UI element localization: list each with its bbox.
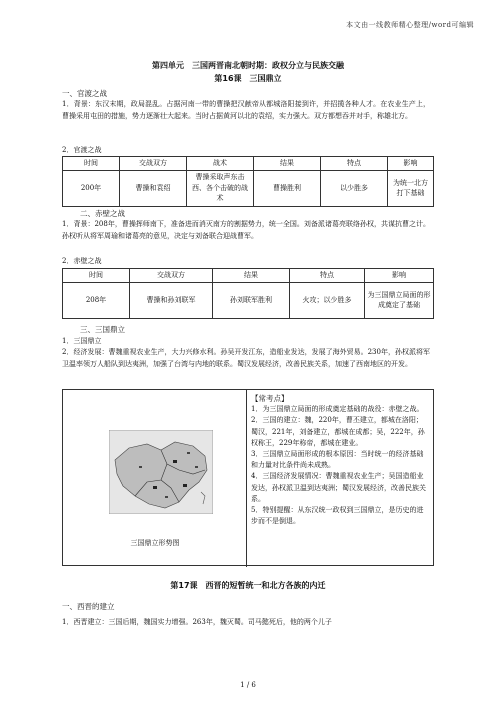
table-header-row	[63, 157, 434, 171]
map-caption: 三国鼎立形势图	[130, 539, 180, 547]
paragraph-three-kingdoms-1: 1．三国鼎立	[62, 337, 102, 345]
section-heading-three-kingdoms: 三、三国鼎立	[80, 325, 125, 334]
table-header-cell: 交战双方	[130, 269, 213, 283]
table-cell: 为统一北方打下基础	[388, 170, 434, 206]
unit-title: 第四单元 三国两晋南北朝时期：政权分立与民族交融	[152, 61, 344, 70]
guandu-table	[62, 156, 434, 207]
three-kingdoms-map-image	[109, 430, 213, 514]
chibi-table	[62, 268, 434, 319]
key-points-list	[251, 393, 429, 527]
paragraph-chibi-battle: 2．赤壁之战	[62, 257, 102, 265]
table-header-cell: 时间	[63, 269, 130, 283]
header-watermark: 本文由一线教师精心整理/word可编辑	[346, 21, 474, 29]
table-row	[63, 282, 434, 318]
key-point-item: 3．三国鼎立局面形成的根本原因：当时统一的经济基础和力量对比条件尚未成熟。	[251, 450, 424, 470]
paragraph-chibi-background: 1．背景：208年，曹操挥师南下，准备进而消灭南方的割据势力，统一全国。刘备派诸葛亮联络孙权，共谋抗曹之计。孙权听从将军周瑜和诸葛亮的意见，决定与刘备联合迎战曹军。	[62, 220, 430, 240]
paragraph-guandu-battle: 2．官渡之战	[62, 146, 102, 154]
table-cell: 以少胜多	[321, 170, 388, 206]
paragraph-economy: 2．经济发展：曹魏重视农业生产，大力兴修水利。孙吴开发江东，造船业发达，发展了海外贸易。230年，孙权派将军卫温率领万人船队到达夷洲，加强了台湾与内地的联系。蜀汉发展经济，改善民族关系，加速了西南地区的开发。	[62, 348, 430, 368]
key-point-item: 2．三国的建立：魏，220年，曹丕建立，都城在洛阳；蜀汉，221年，刘备建立，都城在成都；吴，222年，孙权称王，229年称帝，都城在建业。	[251, 416, 425, 447]
lesson-17-title: 第17课 西晋的短暂统一和北方各族的内迁	[170, 581, 326, 590]
page-number: 1 / 6	[240, 681, 256, 689]
table-header-cell: 结果	[213, 269, 290, 283]
key-point-item: 1．为三国鼎立局面的形成奠定基础的战役：赤壁之战。	[251, 405, 424, 414]
table-header-cell: 交战双方	[120, 157, 187, 171]
section-heading-chibi: 二、赤壁之战	[80, 209, 125, 218]
lesson-16-title: 第16课 三国鼎立	[214, 74, 282, 83]
key-points-box	[62, 389, 434, 566]
table-header-cell: 战术	[187, 157, 254, 171]
map-panel	[63, 390, 247, 567]
key-point-item: 4．三国经济发展情况：曹魏重视农业生产；吴国造船业发达，孙权派卫温到达夷洲；蜀汉发展经济，改善民族关系。	[251, 472, 426, 503]
table-header-cell: 结果	[254, 157, 321, 171]
table-header-cell: 影响	[365, 269, 434, 283]
table-header-cell: 时间	[63, 157, 120, 171]
table-cell: 孙刘联军胜利	[213, 282, 290, 318]
table-row	[63, 170, 434, 206]
paragraph-western-jin: 1．西晋建立：三国后期，魏国实力增强。263年，魏灭蜀。司马懿死后，他的两个儿子	[62, 618, 332, 626]
table-header-cell: 影响	[388, 157, 434, 171]
table-cell: 曹操胜利	[254, 170, 321, 206]
table-cell: 曹操和孙刘联军	[130, 282, 213, 318]
key-points-tag: 【常考点】	[251, 394, 289, 403]
table-cell: 为三国鼎立局面的形成奠定了基础	[365, 282, 434, 318]
table-header-row	[63, 269, 434, 283]
section-heading-guandu: 一、官渡之战	[62, 89, 107, 98]
table-cell: 火攻；以少胜多	[290, 282, 365, 318]
paragraph-guandu-background: 1．背景：东汉末期，政局混乱。占据河南一带的曹操把汉献帝从都城洛阳接到许，并招揽各种人才。在农业生产上，曹操采用屯田的措施，势力逐渐壮大起来。当时占据黄河以北的袁绍，实力强大。双方都想吞并对手，称雄北方。	[62, 100, 430, 120]
table-header-cell: 特点	[321, 157, 388, 171]
table-cell: 200年	[63, 170, 120, 206]
section-heading-western-jin: 一、西晋的建立	[62, 602, 115, 611]
table-cell: 曹操采取声东击西、各个击破的战术	[187, 170, 254, 206]
key-point-item: 5．特别提醒：从东汉统一政权到三国鼎立，是历史的进步而不是倒退。	[251, 506, 424, 526]
table-header-cell: 特点	[290, 269, 365, 283]
table-cell: 208年	[63, 282, 130, 318]
table-cell: 曹操和袁绍	[120, 170, 187, 206]
